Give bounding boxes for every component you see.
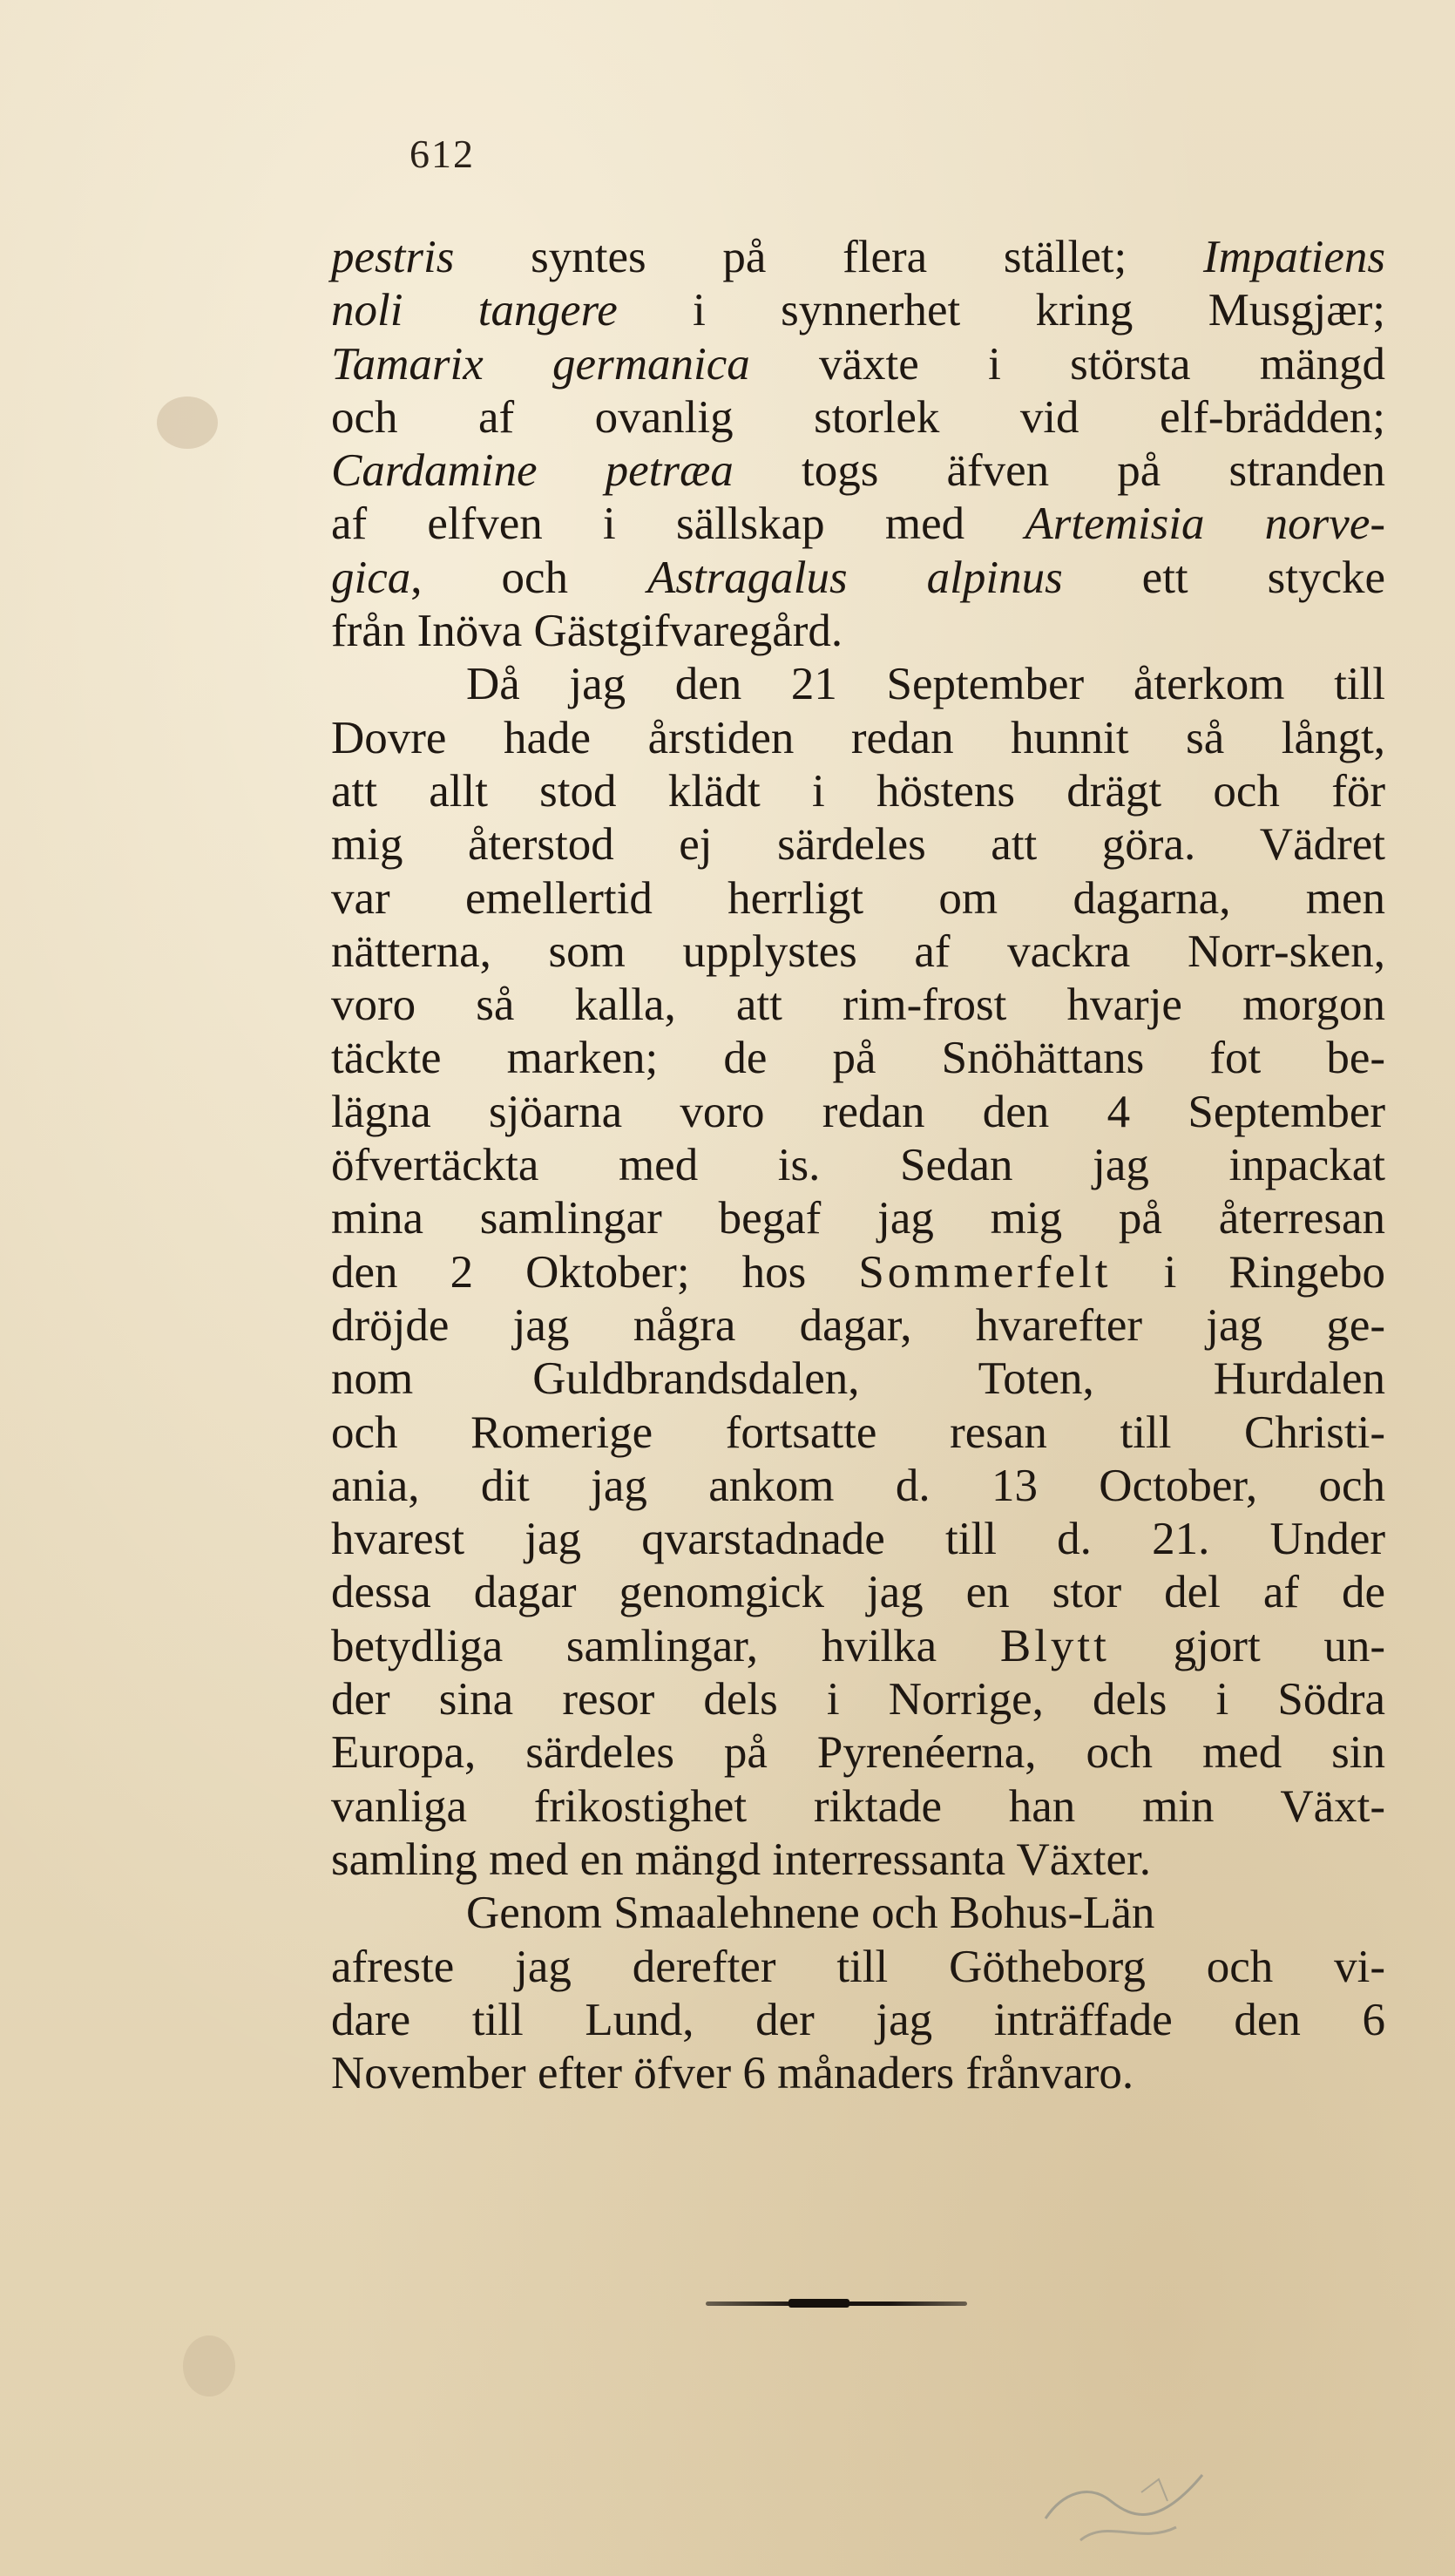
text-line: och af ovanlig storlek vid elf-brädden; [331, 391, 1385, 443]
text-line: dröjde jag några dagar, hvarefter jag ge- [331, 1299, 1385, 1351]
text-line: att allt stod klädt i höstens drägt och för [331, 765, 1385, 817]
text-line: hvarest jag qvarstadnade till d. 21. Under [331, 1514, 1385, 1565]
text-line: öfvertäckta med is. Sedan jag inpackat [331, 1140, 1385, 1191]
paper-stain [157, 397, 218, 449]
text-line: täckte marken; de på Snöhättans fot be- [331, 1033, 1385, 1084]
text-line: vanliga frikostighet riktade han min Växt- [331, 1780, 1385, 1832]
text-line: afreste jag derefter till Götheborg och vi- [331, 1941, 1385, 1992]
page-number: 612 [409, 132, 475, 176]
text-line: Europa, särdeles på Pyrenéerna, och med sin [331, 1727, 1385, 1779]
library-stamp-mark [1028, 2457, 1228, 2553]
text-line: lägna sjöarna voro redan den 4 September [331, 1086, 1385, 1137]
body-text [331, 231, 1385, 2100]
text-line: Genom Smaalehnene och Bohus-Län [466, 1888, 1155, 1939]
paper-stain [183, 2335, 235, 2396]
text-line: Tamarix germanica växte i största mängd [331, 338, 1386, 390]
text-line: Dovre hade årstiden redan hunnit så långt, [331, 712, 1385, 763]
text-line: Cardamine petræa togs äfven på stranden [331, 445, 1385, 497]
text-line: mig återstod ej särdeles att göra. Vädret [331, 819, 1385, 871]
text-line: der sina resor dels i Norrige, dels i Södra [331, 1674, 1385, 1725]
text-line: från Inöva Gästgifvaregård. [331, 606, 843, 657]
text-line: voro så kalla, att rim-frost hvarje morgon [331, 980, 1385, 1031]
text-line: och Romerige fortsatte resan till Christi- [331, 1407, 1385, 1458]
text-line: samling med en mängd interressanta Växter. [331, 1834, 1151, 1885]
text-line: gica, och Astragalus alpinus ett stycke [331, 552, 1386, 603]
text-line: nätterna, som upplystes af vackra Norr-sken, [331, 925, 1385, 977]
text-line: dessa dagar genomgick jag en stor del af de [331, 1567, 1385, 1618]
section-end-rule [706, 2301, 967, 2306]
text-line: pestris syntes på flera stället; Impatiens [331, 232, 1385, 282]
text-line: nom Guldbrandsdalen, Toten, Hurdalen [331, 1353, 1385, 1405]
text-line: betydliga samlingar, hvilka Blytt gjort un- [331, 1620, 1385, 1671]
text-line: mina samlingar begaf jag mig på återresan [331, 1193, 1385, 1244]
text-line: var emellertid herrligt om dagarna, men [331, 872, 1385, 924]
text-line: noli tangere i synnerhet kring Musgjær; [331, 285, 1385, 336]
text-line: ania, dit jag ankom d. 13 October, och [331, 1460, 1385, 1511]
text-line: af elfven i sällskap med Artemisia norve- [331, 498, 1385, 550]
text-line: dare till Lund, der jag inträffade den 6 [331, 1994, 1385, 2045]
text-line: Då jag den 21 September återkom till [466, 659, 1385, 710]
text-line: November efter öfver 6 månaders frånvaro. [331, 2048, 1134, 2099]
text-line: den 2 Oktober; hos Sommerfelt i Ringebo [331, 1246, 1385, 1298]
